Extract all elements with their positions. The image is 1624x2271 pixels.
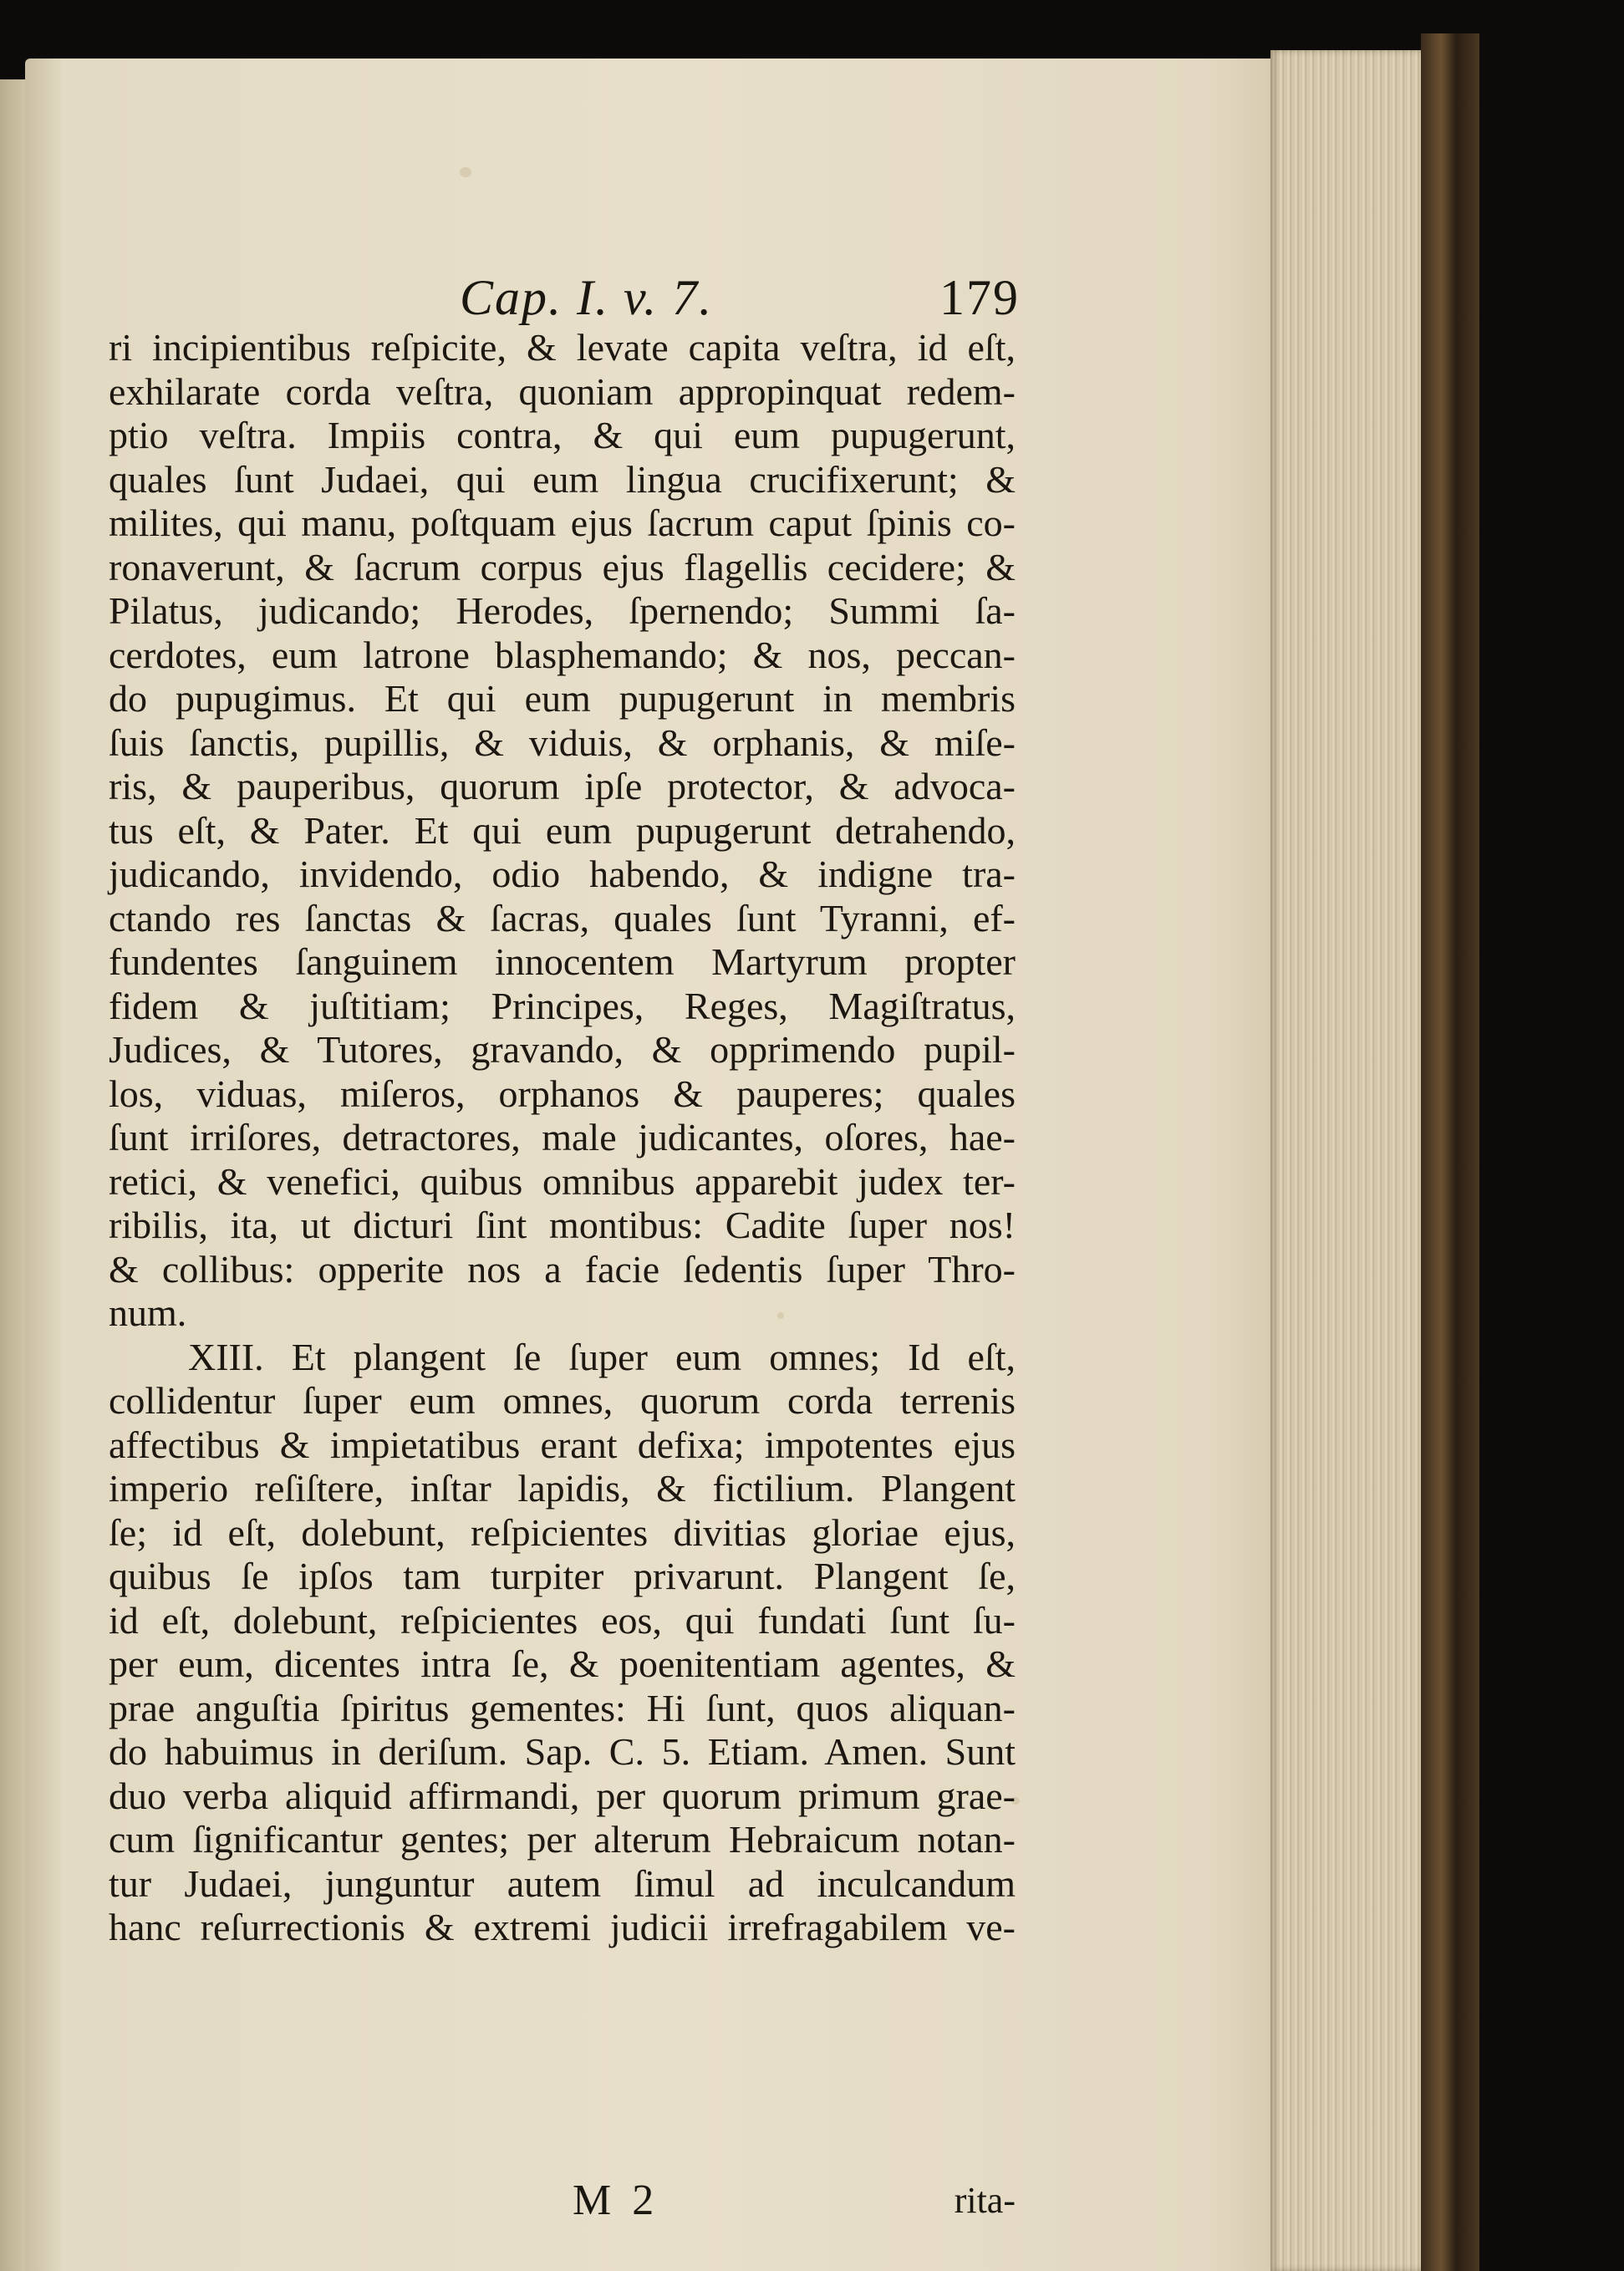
text-line: id eſt, dolebunt, reſpicientes eos, qui fundati ſunt ſu- xyxy=(109,1598,1016,1642)
page-footer xyxy=(109,2176,1016,2226)
text-line: retici, & venefici, quibus omnibus apparebit judex ter- xyxy=(109,1159,1016,1203)
catchword: rita- xyxy=(954,2180,1016,2221)
text-line: Pilatus, judicando; Herodes, ſpernendo; Summi ſa- xyxy=(109,589,1016,632)
text-line: ri incipientibus reſpicite, & levate capita veſtra, id eſt, xyxy=(109,326,1016,369)
text-line: tus eſt, & Pater. Et qui eum pupugerunt detrahendo, xyxy=(109,808,1016,852)
text-line: los, viduas, miſeros, orphanos & pauperes; quales xyxy=(109,1072,1016,1115)
text-line: tur Judaei, junguntur autem ſimul ad inculcandum xyxy=(109,1861,1016,1905)
text-line: ptio veſtra. Impiis contra, & qui eum pupugerunt, xyxy=(109,414,1016,456)
text-line: ctando res ſanctas & ſacras, quales ſunt Tyranni, ef- xyxy=(109,896,1016,939)
text-line: collidentur ſuper eum omnes, quorum corda terrenis xyxy=(109,1379,1016,1422)
text-line: milites, qui manu, poſtquam ejus ſacrum caput ſpinis co- xyxy=(109,502,1016,544)
page-number: 179 xyxy=(939,270,1020,325)
text-line: per eum, dicentes intra ſe, & poenitentiam agentes, & xyxy=(109,1642,1016,1685)
text-line: num. xyxy=(109,1291,187,1334)
text-line: hanc reſurrectionis & extremi judicii irrefragabilem ve- xyxy=(109,1906,1016,1948)
text-line: do pupugimus. Et qui eum pupugerunt in membris xyxy=(109,677,1016,720)
text-line: quibus ſe ipſos tam turpiter privarunt. Plangent ſe, xyxy=(109,1555,1016,1597)
text-line: cerdotes, eum latrone blasphemando; & nos, peccan- xyxy=(109,633,1016,676)
text-line: quales ſunt Judaei, qui eum lingua crucifixerunt; & xyxy=(109,457,1016,501)
text-line: fundentes ſanguinem innocentem Martyrum propter xyxy=(109,940,1016,983)
text-line: imperio reſiſtere, inſtar lapidis, & fictilium. Plangent xyxy=(109,1467,1016,1510)
text-line: judicando, invidendo, odio habendo, & indigne tra- xyxy=(109,853,1016,895)
text-line: ſuis ſanctis, pupillis, & viduis, & orphanis, & miſe- xyxy=(109,721,1016,764)
text-line: fidem & juſtitiam; Principes, Reges, Magiſtratus, xyxy=(109,984,1016,1027)
text-line: ris, & pauperibus, quorum ipſe protector, & advoca- xyxy=(109,765,1016,807)
text-line: cum ſignificantur gentes; per alterum Hebraicum notan- xyxy=(109,1818,1016,1861)
text-line: ronaverunt, & ſacrum corpus ejus flagellis cecidere; & xyxy=(109,545,1016,588)
text-line: exhilarate corda veſtra, quoniam appropinquat redem- xyxy=(109,369,1016,413)
text-line: & collibus: opperite nos a facie ſedentis ſuper Thro- xyxy=(109,1247,1016,1291)
signature-mark: M 2 xyxy=(573,2177,659,2224)
text-line: ribilis, ita, ut dicturi ſint montibus: Cadite ſuper nos! xyxy=(109,1204,1016,1246)
text-line: Judices, & Tutores, gravando, & opprimendo pupil- xyxy=(109,1028,1016,1071)
verse-heading-line: XIII. Et plangent ſe ſuper eum omnes; Id eſt, xyxy=(188,1335,1016,1378)
book-cover-edge xyxy=(1421,33,1479,2271)
text-line: affectibus & impietatibus erant defixa; impotentes ejus xyxy=(109,1423,1016,1466)
foxing-spot xyxy=(460,167,471,177)
body-text xyxy=(109,326,1016,1950)
text-line: ſe; id eſt, dolebunt, reſpicientes divitias gloriae ejus, xyxy=(109,1510,1016,1554)
text-line: prae anguſtia ſpiritus gementes: Hi ſunt, quos aliquan- xyxy=(109,1686,1016,1729)
text-line: do habuimus in deriſum. Sap. C. 5. Etiam. Amen. Sunt xyxy=(109,1730,1016,1773)
text-line: duo verba aliquid affirmandi, per quorum primum grae- xyxy=(109,1774,1016,1817)
text-line: ſunt irriſores, detractores, male judicantes, oſores, hae- xyxy=(109,1116,1016,1158)
running-head: Cap. I. v. 7. xyxy=(460,270,714,325)
